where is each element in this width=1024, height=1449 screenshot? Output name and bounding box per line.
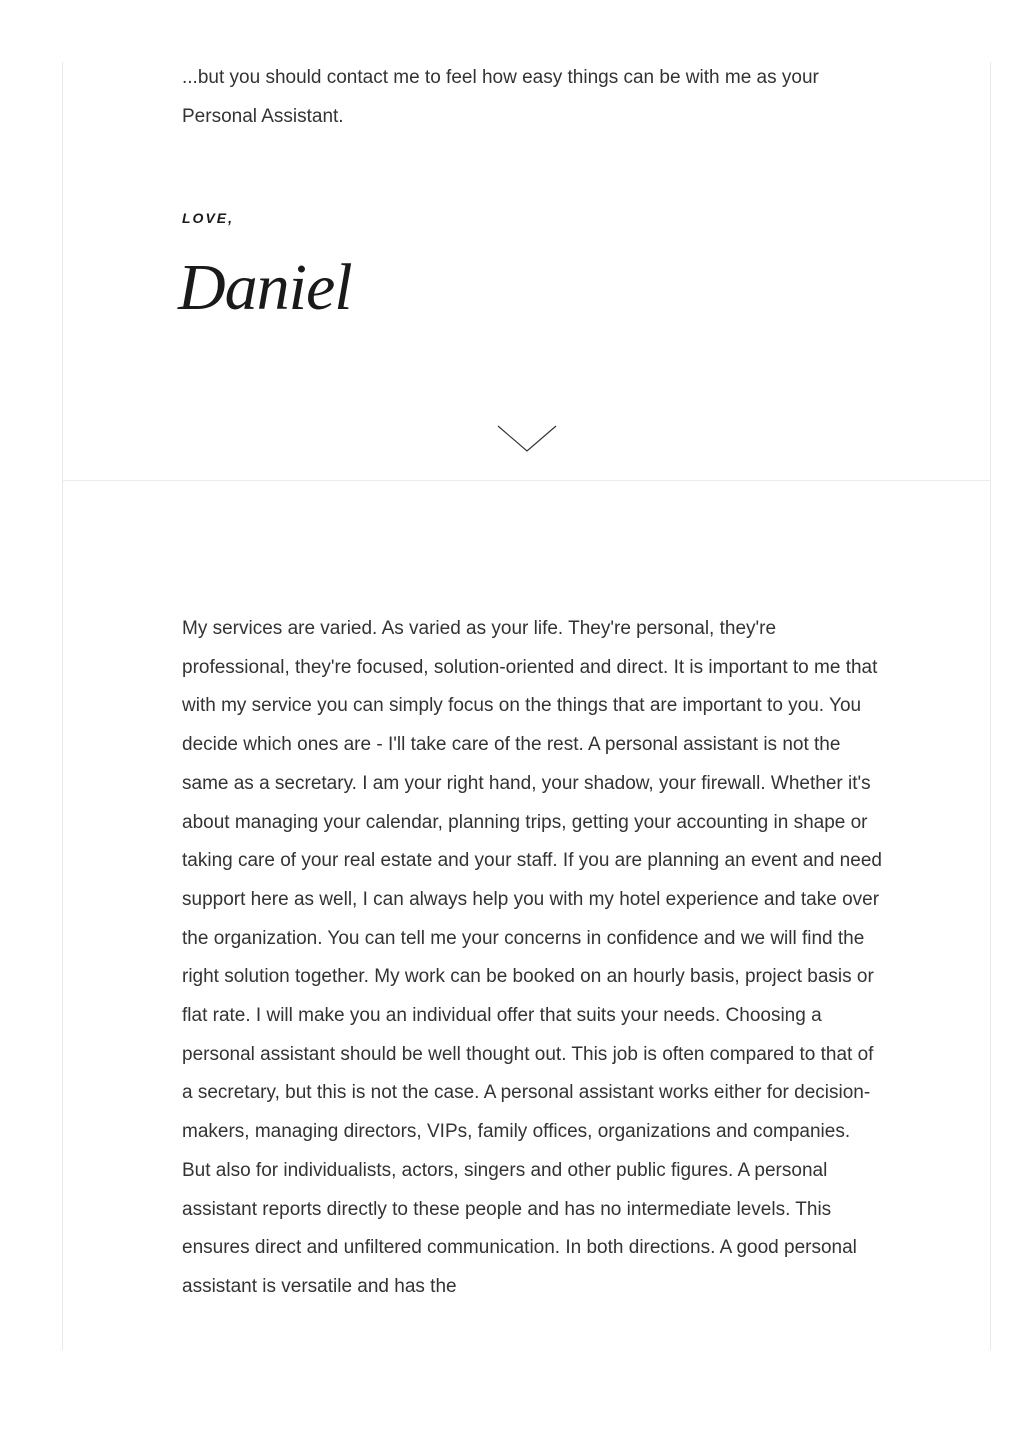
signature-name: Daniel (178, 251, 352, 324)
chevron-down-icon[interactable] (496, 424, 558, 454)
section-divider (62, 480, 991, 481)
services-paragraph: My services are varied. As varied as your life. They're personal, they're professional, they're focused, solution-oriented and direct. It is important to me that with my service you can simply focus on the things that are important to you. You decide which ones are - I'll take care of the rest. A personal assistant is not the same as a secretary. I am your right hand, your shadow, your firewall. Whether it's about managing your calendar, planning trips, getting your accounting in shape or taking care of your real estate and your staff. If you are planning an event and need support here as well, I can always help you with my hotel experience and take over the organization. You can tell me your concerns in confidence and we will find the right solution together. My work can be booked on an hourly basis, project basis or flat rate. I will make you an individual offer that suits your needs. Choosing a personal assistant should be well thought out. This job is often compared to that of a secretary, but this is not the case. A personal assistant works either for decision-makers, managing directors, VIPs, family offices, organizations and companies. But also for individualists, actors, singers and other public figures. A personal assistant reports directly to these people and has no intermediate levels. This ensures direct and unfiltered communication. In both directions. A good personal assistant is versatile and has the (182, 618, 882, 1297)
closing-label: LOVE, (182, 210, 235, 226)
intro-paragraph: ...but you should contact me to feel how easy things can be with me as your Personal Assistant. (182, 67, 819, 127)
